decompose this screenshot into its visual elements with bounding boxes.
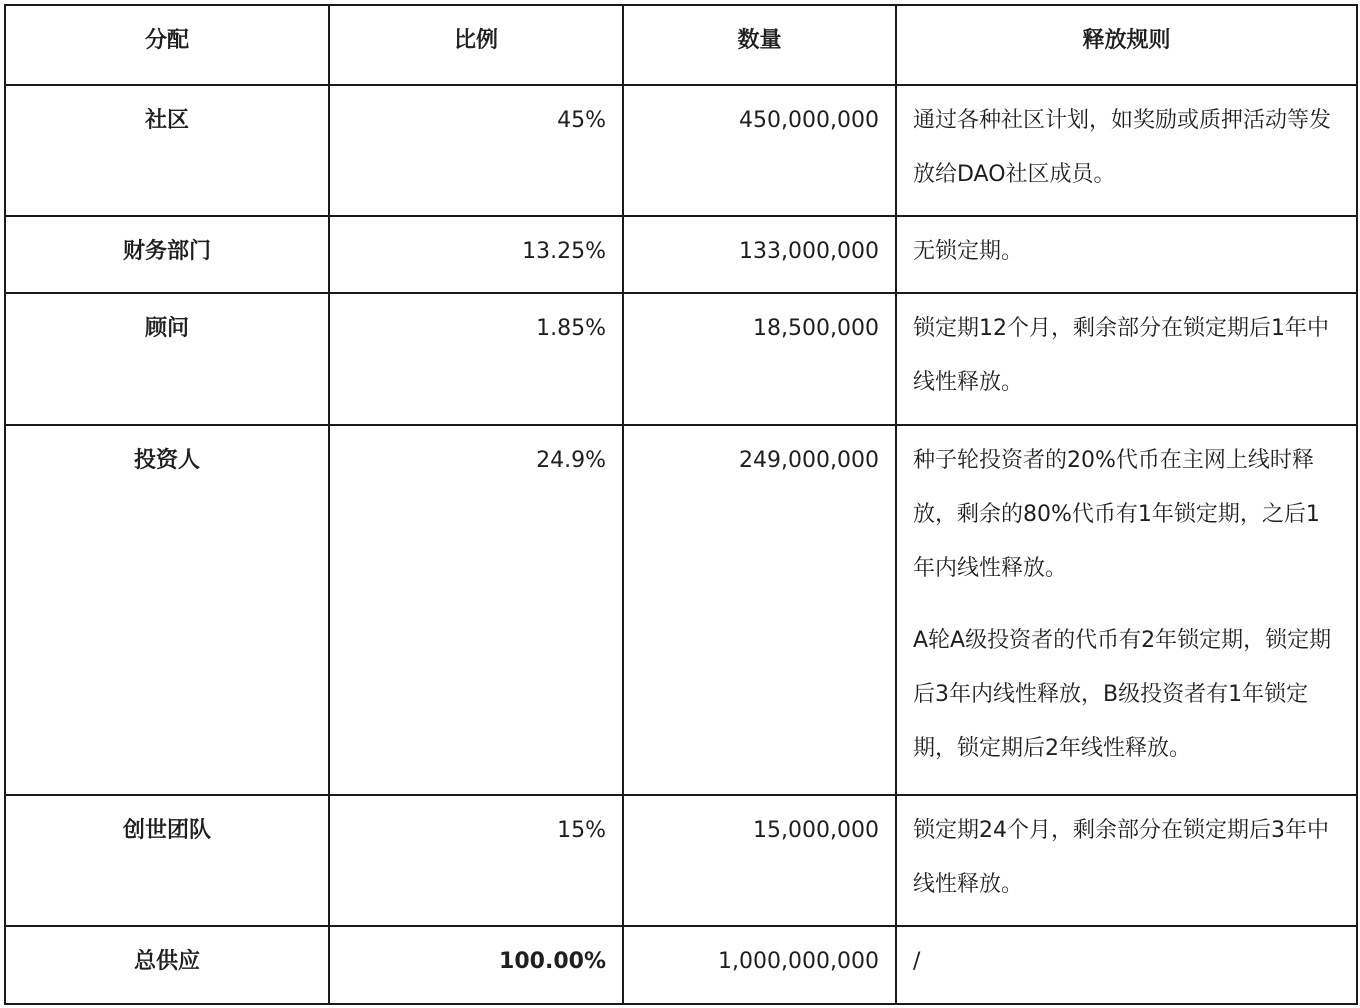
rule-paragraph: 无锁定期。 [913, 239, 1024, 264]
rule-paragraph: 种子轮投资者的20%代币在主网上线时释放，剩余的80%代币有1年锁定期，之后1年内线性释放。 [913, 448, 1320, 581]
allocation-amount: 450,000,000 [623, 85, 896, 216]
table-body [5, 85, 1357, 1004]
allocation-name: 投资人 [5, 425, 329, 795]
header-allocation: 分配 [5, 5, 329, 85]
allocation-amount: 133,000,000 [623, 216, 896, 293]
total-row [5, 926, 1357, 1004]
allocation-name: 社区 [5, 85, 329, 216]
rule-paragraph: 通过各种社区计划，如奖励或质押活动等发放给DAO社区成员。 [913, 108, 1332, 187]
allocation-ratio: 45% [329, 85, 623, 216]
token-allocation-table [4, 4, 1358, 1005]
allocation-rule [896, 795, 1357, 926]
table-row [5, 293, 1357, 425]
allocation-amount: 15,000,000 [623, 795, 896, 926]
allocation-ratio: 13.25% [329, 216, 623, 293]
allocation-rule [896, 216, 1357, 293]
rule-paragraph: A轮A级投资者的代币有2年锁定期，锁定期后3年内线性释放，B级投资者有1年锁定期，锁定期后2年线性释放。 [913, 628, 1332, 761]
header-amount: 数量 [623, 5, 896, 85]
allocation-ratio: 1.85% [329, 293, 623, 425]
allocation-rule [896, 85, 1357, 216]
header-row [5, 5, 1357, 85]
rule-paragraph: 锁定期24个月，剩余部分在锁定期后3年中线性释放。 [913, 818, 1329, 897]
allocation-ratio: 15% [329, 795, 623, 926]
allocation-rule [896, 293, 1357, 425]
table-row [5, 425, 1357, 795]
rule-paragraph: 锁定期12个月，剩余部分在锁定期后1年中线性释放。 [913, 316, 1329, 395]
allocation-ratio: 24.9% [329, 425, 623, 795]
table-row [5, 85, 1357, 216]
table-row [5, 216, 1357, 293]
allocation-name: 财务部门 [5, 216, 329, 293]
allocation-name: 创世团队 [5, 795, 329, 926]
table-row [5, 795, 1357, 926]
total-supply-amount: 1,000,000,000 [623, 926, 896, 1004]
table-header [5, 5, 1357, 85]
allocation-name: 顾问 [5, 293, 329, 425]
total-supply-rule [896, 926, 1357, 1004]
allocation-rule [896, 425, 1357, 795]
allocation-amount: 18,500,000 [623, 293, 896, 425]
header-ratio: 比例 [329, 5, 623, 85]
header-release-rule: 释放规则 [896, 5, 1357, 85]
rule-paragraph: / [913, 949, 921, 974]
total-supply-label: 总供应 [5, 926, 329, 1004]
allocation-amount: 249,000,000 [623, 425, 896, 795]
total-supply-ratio: 100.00% [329, 926, 623, 1004]
